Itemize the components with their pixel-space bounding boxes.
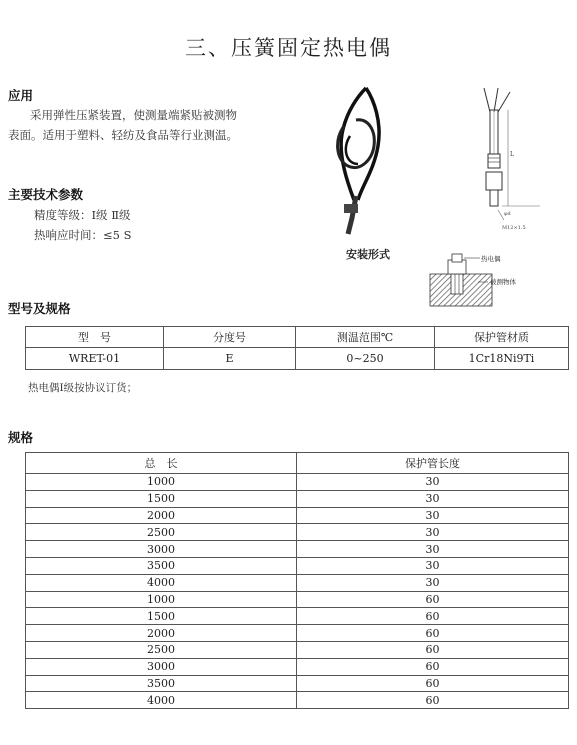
dim-l-label: L	[510, 151, 514, 158]
cell-tube-length: 60	[297, 591, 569, 608]
thermocouple-drawing	[470, 86, 562, 236]
cell-total-length: 3500	[26, 675, 297, 692]
header-temp-range: 测温范围℃	[296, 327, 435, 348]
order-note: 热电偶Ⅰ级按协议订货；	[28, 382, 138, 394]
header-total-length: 总 长	[26, 453, 297, 474]
cell-graduation: E	[164, 348, 296, 370]
dim-d-label: φd	[504, 211, 511, 217]
accuracy-grade: 精度等级：Ⅰ级 Ⅱ级	[34, 208, 131, 222]
cell-tube-length: 30	[297, 507, 569, 524]
table-row	[26, 574, 569, 591]
cell-tube-length: 30	[297, 574, 569, 591]
install-label: 安装形式	[346, 248, 390, 261]
table-row	[26, 675, 569, 692]
header-tube-length: 保护管长度	[297, 453, 569, 474]
table-header-row	[26, 453, 569, 474]
cell-tube-length: 60	[297, 608, 569, 625]
install-diagram	[418, 252, 528, 310]
cell-total-length: 1000	[26, 474, 297, 491]
header-model: 型 号	[26, 327, 164, 348]
cell-tube-length: 30	[297, 524, 569, 541]
cell-total-length: 3500	[26, 557, 297, 574]
table-row	[26, 591, 569, 608]
table-row	[26, 490, 569, 507]
cell-total-length: 4000	[26, 692, 297, 709]
application-line-2: 表面。适用于塑料、轻纺及食品等行业测温。	[8, 128, 238, 142]
table-row	[26, 474, 569, 491]
spec-section-heading: 规格	[8, 430, 34, 445]
cell-total-length: 3000	[26, 541, 297, 558]
cell-tube-length: 60	[297, 675, 569, 692]
header-tube-material: 保护管材质	[435, 327, 569, 348]
application-line-1: 采用弹性压紧装置，使测量端紧贴被测物	[30, 108, 237, 122]
cell-tube-length: 60	[297, 641, 569, 658]
table-row	[26, 507, 569, 524]
table-row	[26, 658, 569, 675]
table-header-row	[26, 327, 569, 348]
cell-total-length: 1000	[26, 591, 297, 608]
cell-total-length: 3000	[26, 658, 297, 675]
response-time: 热响应时间：≤5 S	[34, 228, 132, 242]
cell-total-length: 2500	[26, 641, 297, 658]
model-table	[25, 326, 569, 370]
cell-total-length: 2000	[26, 625, 297, 642]
cell-tube-length: 60	[297, 692, 569, 709]
table-row	[26, 692, 569, 709]
thermocouple-photo	[328, 86, 404, 236]
table-row	[26, 541, 569, 558]
header-graduation: 分度号	[164, 327, 296, 348]
table-row	[26, 348, 569, 370]
cell-temp-range: 0~250	[296, 348, 435, 370]
callout-measured-object: 被测物体	[490, 278, 516, 286]
cell-tube-length: 30	[297, 474, 569, 491]
main-params-heading: 主要技术参数	[8, 187, 84, 202]
table-row	[26, 557, 569, 574]
cell-tube-length: 30	[297, 557, 569, 574]
model-section-heading: 型号及规格	[8, 301, 71, 316]
cell-total-length: 4000	[26, 574, 297, 591]
table-row	[26, 625, 569, 642]
spec-table	[25, 452, 569, 709]
cell-total-length: 2000	[26, 507, 297, 524]
cell-tube-length: 60	[297, 658, 569, 675]
cell-tube-length: 30	[297, 490, 569, 507]
cell-total-length: 2500	[26, 524, 297, 541]
table-row	[26, 608, 569, 625]
page-title: 三、压簧固定热电偶	[185, 36, 392, 60]
cell-model: WRET-01	[26, 348, 164, 370]
callout-thermocouple: 热电偶	[481, 255, 501, 263]
application-heading: 应用	[8, 88, 34, 103]
cell-tube-length: 60	[297, 625, 569, 642]
table-row	[26, 641, 569, 658]
cell-total-length: 1500	[26, 608, 297, 625]
cell-tube-length: 30	[297, 541, 569, 558]
table-row	[26, 524, 569, 541]
dim-thread-label: M12×1.5	[502, 225, 526, 231]
cell-tube-material: 1Cr18Ni9Ti	[435, 348, 569, 370]
cell-total-length: 1500	[26, 490, 297, 507]
